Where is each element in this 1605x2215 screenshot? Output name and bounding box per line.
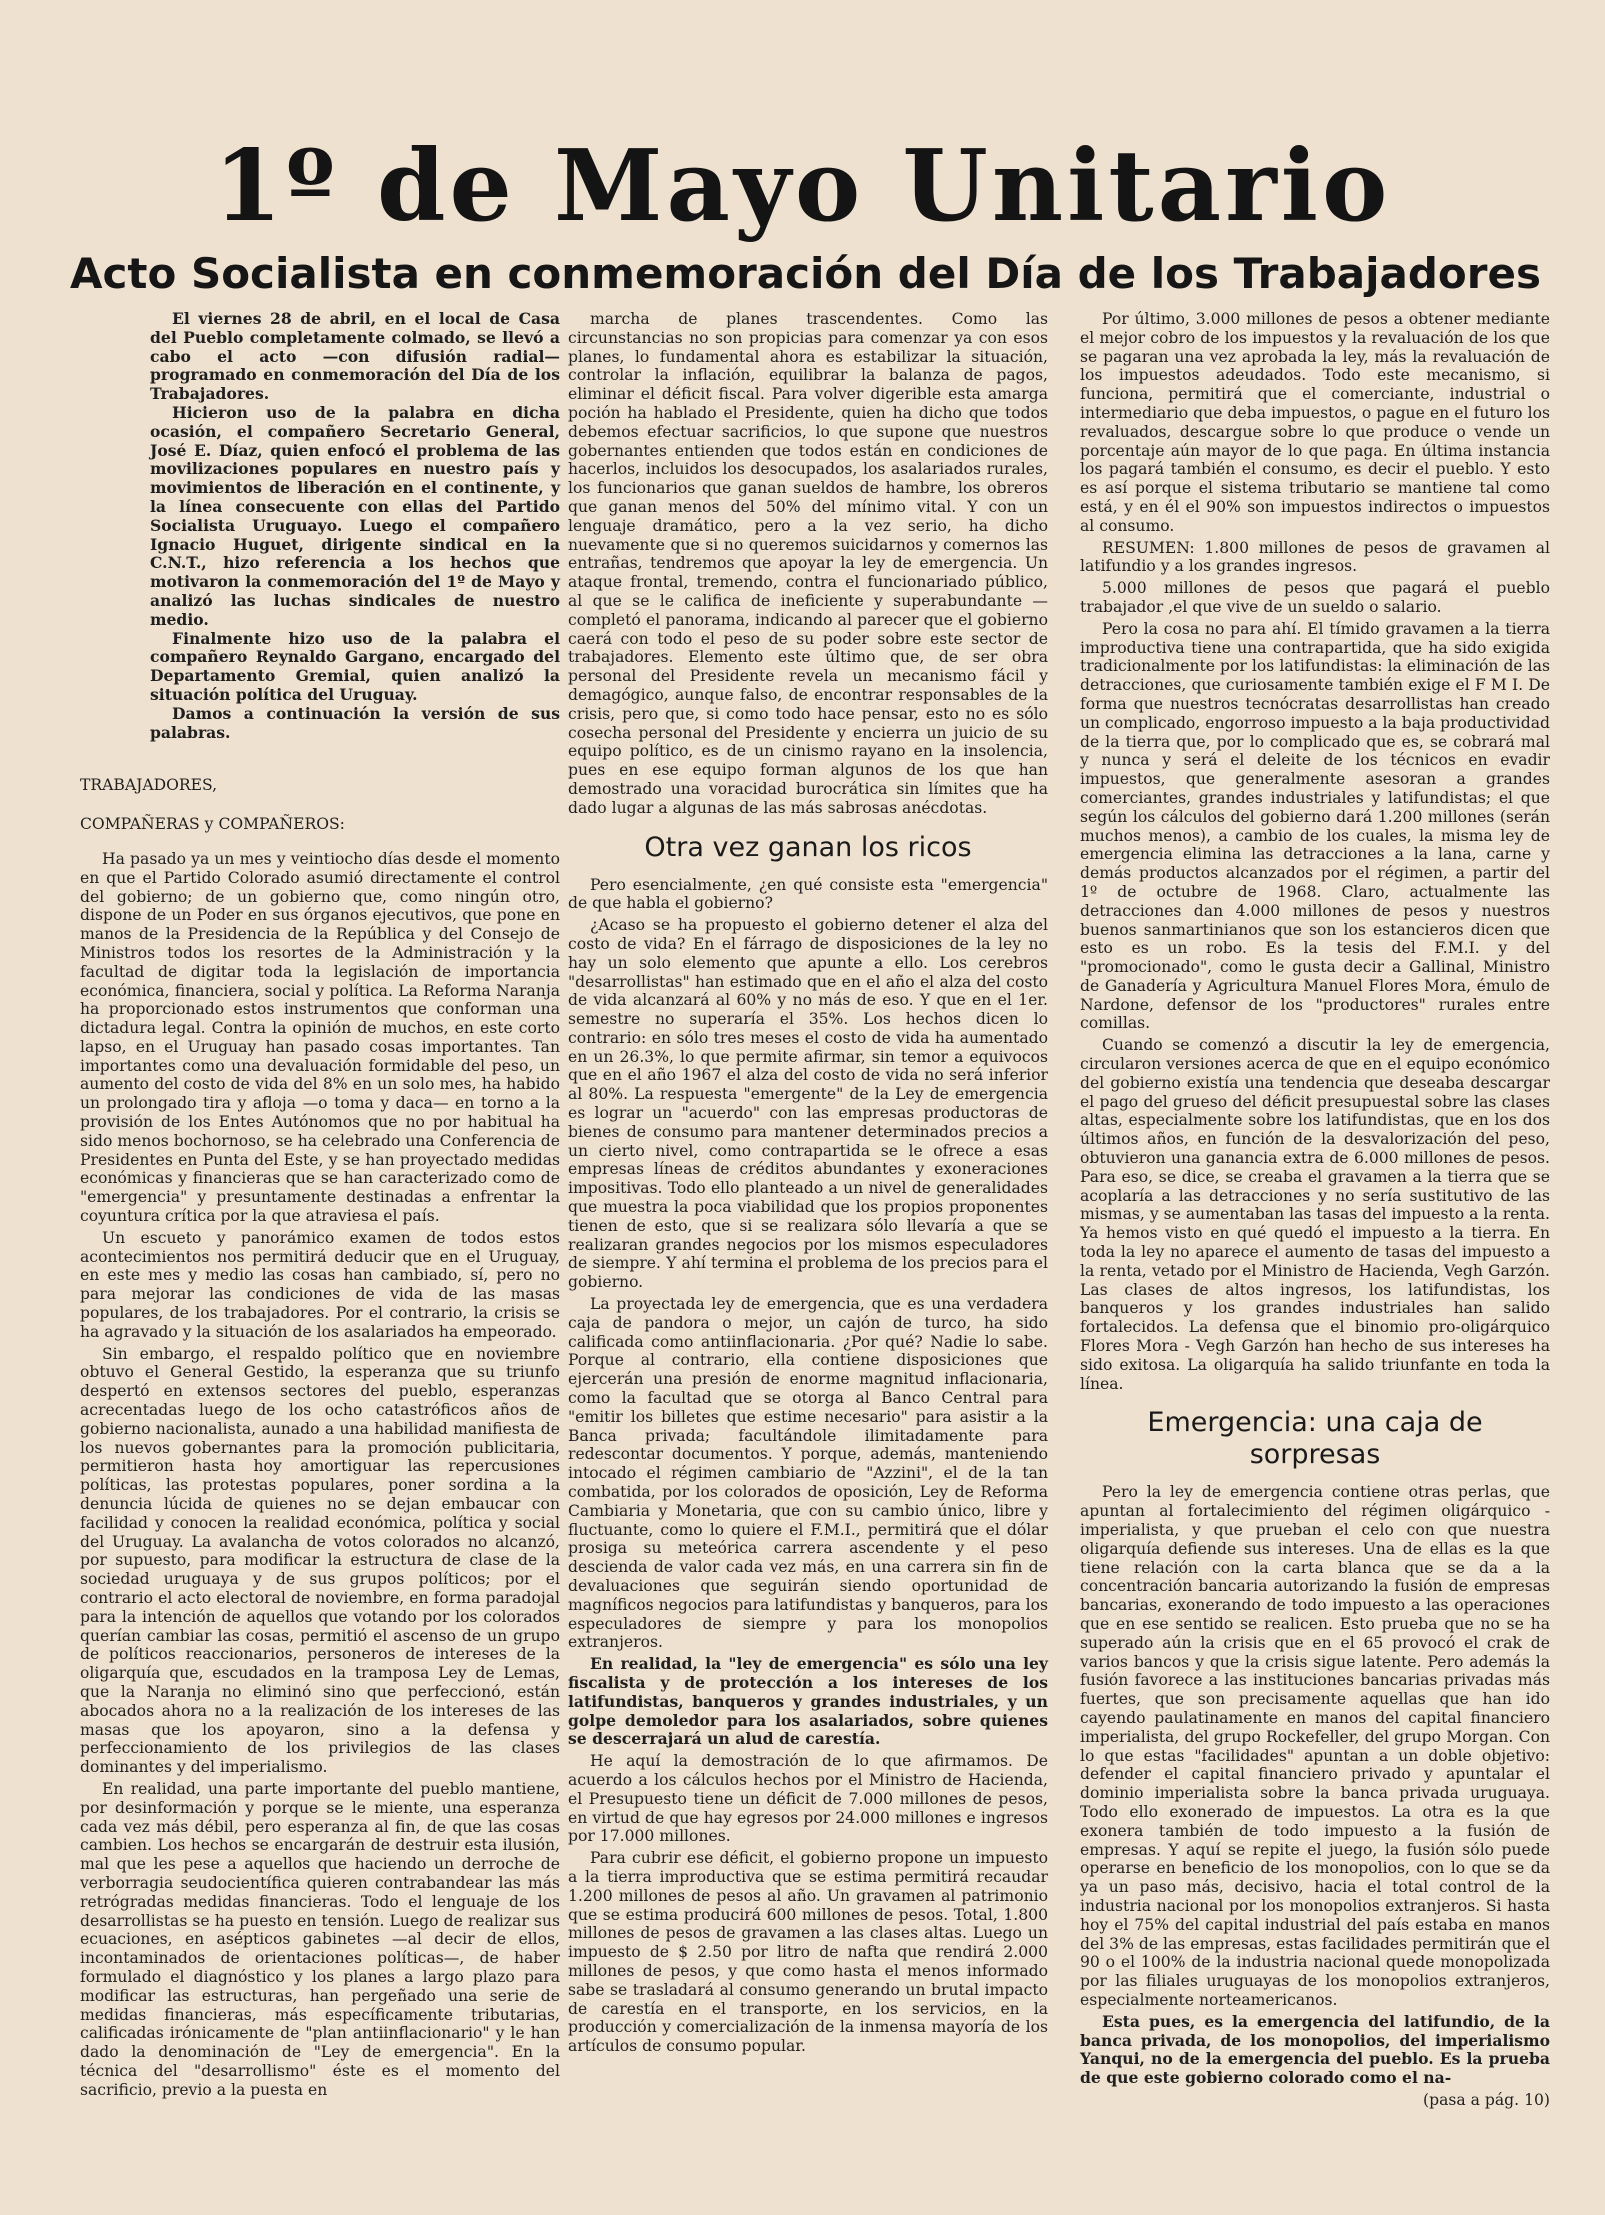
intro-paragraph: Finalmente hizo uso de la palabra el compañero Reynaldo Gargano, encargado del Departamento Gremial, quien analizó la situación política del Uruguay. bbox=[150, 628, 560, 704]
section-title-ricos: Otra vez ganan los ricos bbox=[644, 831, 972, 863]
body-paragraph: Por último, 3.000 millones de pesos a obtener mediante el mejor cobro de los impuestos y la revaluación de los que se pagaran una vez aprobada la ley, más la revaluación de los impuestos adeudados. Todo este mecanismo, si funciona, permitirá que el comerciante, industrial o intermediario que deba impuestos, o pague en el futuro los revaluados, descargue sobre lo que produce o vende un porcentaje aún mayor de lo que paga. En última instancia los pagará también el consumo, es decir el pueblo. Y esto es así porque el sistema tributario se mantiene tal como está, y en él el 90% son impuestos indirectos o impuestos al consumo. bbox=[1080, 310, 1550, 535]
intro-paragraph: Hicieron uso de la palabra en dicha ocasión, el compañero Secretario General, José E. Díaz, quien enfocó el problema de las movilizaciones populares en nuestro país y movimientos de liberación en el continente, y la línea consecuente con ellas del Partido Socialista Uruguayo. Luego el compañero Ignacio Huguet, dirigente sindical en la C.N.T., hizo referencia a los hechos que motivaron la conmemoración del 1º de Mayo y analizó las luchas sindicales de nuestro medio. bbox=[150, 402, 560, 629]
body-paragraph: marcha de planes trascendentes. Como las circunstancias no son propicias para comenzar ya con esos planes, lo fundamental ahora es estabilizar la situación, controlar la inflación, equilibrar la balanza de pagos, eliminar el déficit fiscal. Para volver digerible esta amarga poción ha hablado el Presidente, quien ha dicho que todos debemos efectuar sacrificios, lo que supone que nuestros gobernantes entienden que todos están en condiciones de hacerlos, incluidos los desocupados, los asalariados rurales, los funcionarios que ganan sueldos de hambre, los obreros que ganan menos del 50% del mínimo vital. Y con un lenguaje dramático, pero a la vez serio, ha dicho nuevamente que si no queremos suicidarnos y comernos las entrañas, tendremos que apoyar la ley de emergencia. Un ataque frontal, tremendo, contra el funcionariado público, al que se le califica de ineficiente y superabundante —completó el panorama, indicando al parecer que el gobierno caerá con todo el peso de su poder sobre este sector de trabajadores. Elemento este último que, de ser obra personal del Presidente revela un mecanismo fácil y demagógico, aunque falso, de encontrar responsables de la crisis, pero que, si como todo hace pensar, esto no es sólo cosecha personal del Presidente y encierra un juicio de su equipo político, es de un cinismo rayano en la insolencia, pues en ese equipo forman algunos de los que han demostrado una voracidad burocrática sin límites que ha dado lugar a algunas de las más sabrosas anécdotas. bbox=[568, 310, 1048, 817]
body-paragraph: He aquí la demostración de lo que afirmamos. De acuerdo a los cálculos hechos por el Ministro de Hacienda, el Presupuesto tiene un déficit de 7.000 millones de pesos, en virtud de que hay egresos por 24.000 millones e ingresos por 17.000 millones. bbox=[568, 1752, 1048, 1846]
salutation-comrades: COMPAÑERAS y COMPAÑEROS: bbox=[80, 815, 345, 834]
intro-paragraph: El viernes 28 de abril, en el local de Casa del Pueblo completamente colmado, se llevó a cabo el acto —con difusión radial— programado en conmemoración del Día de los Trabajadores. bbox=[150, 309, 560, 404]
salutation-workers: TRABAJADORES, bbox=[80, 776, 218, 795]
intro-block bbox=[80, 310, 560, 742]
body-paragraph: Ha pasado ya un mes y veintiocho días desde el momento en que el Partido Colorado asumió directamente el control del gobierno; de un gobierno que, como ningún otro, dispone de un Poder en sus órganos ejecutivos, que pone en manos de la Presidencia de la República y del Consejo de Ministros todos los resortes de la Administración y la facultad de digitar toda la legislación de importancia económica, financiera, social y política. La Reforma Naranja ha proporcionado estos instrumentos que conforman una dictadura legal. Contra la opinión de muchos, en este corto lapso, en el Uruguay han pasado cosas importantes. Tan importantes como una devaluación formidable del peso, un aumento del costo de vida del 8% en un solo mes, ha habido un prolongado tira y afloja —o toma y daca— en torno a la provisión de los Entes Autónomos que no por habitual ha sido menos bochornoso, se ha celebrado una Conferencia de Presidentes en Punta del Este, y se han proyectado medidas económicas y financieras que se han caracterizado como de "emergencia" y presuntamente destinadas a enfrentar la coyuntura crítica por la que atraviesa el país. bbox=[80, 849, 560, 1226]
body-paragraph: Pero la ley de emergencia contiene otras perlas, que apuntan al fortalecimiento del régimen oligárquico - imperialista, y que prueban el celo con que nuestra oligarquía defiende sus intereses. Una de ellas es la que tiene relación con la carta blanca que se da a la concentración bancaria autorizando la fusión de empresas bancarias, exonerando de todo impuesto a las operaciones que en ese sentido se realicen. Esto prueba que no se ha superado aún la crisis que en el 65 provocó el crak de varios bancos y que la crisis sigue latente. Pero además la fusión favorece a las instituciones bancarias privadas más fuertes, que son precisamente aquellas que han ido cayendo paulatinamente en manos del capital financiero imperialista, del grupo Rockefeller, del grupo Morgan. Con lo que estas "facilidades" apuntan a un doble objetivo: defender el capital financiero privado y apuntalar el dominio imperialista sobre la banca privada uruguaya. Todo ello exonerado de impuestos. La otra es la que exonera también de todo impuesto a la fusión de empresas. Y aquí se repite el juego, la fusión sólo puede operarse en beneficio de los monopolios, con lo que se da ya un paso más, decisivo, hacia el total control de la industria nacional por los monopolios extranjeros. Si hasta hoy el 75% del capital industrial del país estaba en manos del 3% de las empresas, estas facilidades permitirán que el 90 o el 100% de la industria nacional quede monopolizada por las filiales uruguayas de los monopolios extranjeros, especialmente norteamericanos. bbox=[1080, 1483, 1550, 2009]
body-paragraph: 5.000 millones de pesos que pagará el pueblo trabajador ,el que vive de un sueldo o salario. bbox=[1080, 579, 1550, 616]
body-paragraph: Pero esencialmente, ¿en qué consiste esta "emergencia" de que habla el gobierno? bbox=[568, 875, 1048, 913]
body-paragraph: Sin embargo, el respaldo político que en noviembre obtuvo el General Gestido, la esperanza que su triunfo despertó en extensos sectores del pueblo, esperanzas acrecentadas luego de los ocho catastróficos años de gobierno nacionalista, aunado a una habilidad manifiesta de los nuevos gobernantes para la promoción publicitaria, permitieron hasta hoy amortiguar las repercusiones políticas, las protestas populares, poner sordina a la denuncia lúcida de quienes no se dejan embaucar con facilidad y conocen la realidad económica, política y social del Uruguay. La avalancha de votos colorados no alcanzó, por supuesto, para modificar la estructura de clase de la sociedad uruguaya y de sus grupos políticos; por el contrario el acto electoral de noviembre, en forma paradojal para la intención de aquellos que votando por los colorados querían cambiar las cosas, permitió el ascenso de un grupo de políticos reaccionarios, personeros de intereses de la oligarquía que, escudados en la tramposa Ley de Lemas, que la Naranja no eliminó sino que perfeccionó, están abocados ahora no a la realización de los intereses de las masas que los apoyaron, sino a la defensa y perfeccionamiento de los privilegios de las clases dominantes y del imperialismo. bbox=[80, 1344, 560, 1777]
column-3 bbox=[1080, 310, 1550, 2113]
column-2 bbox=[568, 310, 1048, 2059]
subheadline: Acto Socialista en conmemoración del Día de los Trabajadores bbox=[70, 249, 1541, 298]
body-paragraph: En realidad, una parte importante del pueblo mantiene, por desinformación y porque se le miente, una esperanza cada vez más débil, pero esperanza al fin, de que las cosas cambien. Los hechos se encargarán de destruir esta ilusión, mal que les pese a aquellos que haciendo un derroche de verborragia seudocientífica quieren contrabandear las más retrógradas medidas financieras. Todo el lenguaje de los desarrollistas se ha puesto en tensión. Luego de realizar sus ecuaciones, en asépticos gabinetes —al decir de ellos, incontaminados de orientaciones políticas—, de haber formulado el diagnóstico y los planes a largo plazo para modificar las estructuras, han pergeñado una serie de medidas financieras, más específicamente tributarias, calificadas irónicamente de "plan antiinflacionario" y le han dado la denominación de "Ley de emergencia". En la técnica del "desarrollismo" éste es el momento del sacrificio, previo a la puesta en bbox=[80, 1779, 560, 2099]
body-paragraph: Cuando se comenzó a discutir la ley de emergencia, circularon versiones acerca de que en el equipo económico del gobierno existía una tendencia que deseaba descargar el pago del grueso del déficit presupuestal sobre las clases altas, especialmente sobre los latifundistas, que en los dos últimos años, en función de la desvalorización del peso, obtuvieron una ganancia extra de 6.000 millones de pesos. Para eso, se dice, se creaba el gravamen a la tierra que se acoplaría a las detracciones y no sería sustitutivo de las mismas, y se aumentaban las tasas del impuesto a la renta. Ya hemos visto en qué quedó el impuesto a la tierra. En toda la ley no aparece el aumento de tasas del impuesto a la renta, vetado por el Ministro de Hacienda, Vegh Garzón. Las clases de altos ingresos, los latifundistas, los banqueros y los grandes industriales han salido fortalecidos. La defensa que el binomio pro-oligárquico Flores Mora - Vegh Garzón han hecho de sus intereses ha sido exitosa. La oligarquía ha salido triunfante en toda la línea. bbox=[1080, 1036, 1550, 1393]
body-paragraph: ¿Acaso se ha propuesto el gobierno detener el alza del costo de vida? En el fárrago de disposiciones de la ley no hay un solo elemento que apunte a ello. Los cerebros "desarrollistas" han estimado que en el año el alza del costo de vida alcanzará al 60% y no más de eso. Y que en el 1er. semestre no superaría el 35%. Los hechos dicen lo contrario: en sólo tres meses el costo de vida ha aumentado en un 26.3%, lo que permite afirmar, sin temor a equivocos que en el año 1967 el alza del costo de vida no será inferior al 80%. La respuesta "emergente" de la Ley de emergencia es lograr un "acuerdo" con las empresas productoras de bienes de consumo para mantener determinados precios a un cierto nivel, como contrapartida se le ofrece a esas empresas líneas de créditos abundantes y exoneraciones impositivas. Todo ello planteado a un nivel de generalidades que muestra la poca viabilidad que los propios proponentes tienen de esto, que si se realizara sólo llevaría a que se realizaran grandes negocios por los mismos especuladores de siempre. Y ahí termina el problema de los precios para el gobierno. bbox=[568, 916, 1048, 1292]
body-paragraph: Un escueto y panorámico examen de todos estos acontecimientos nos permitirá deducir que en el Uruguay, en este mes y medio las cosas han cambiado, sí, pero no para mejorar las condiciones de vida de las masas populares, de los trabajadores. Por el contrario, la crisis se ha agravado y la situación de los asalariados ha empeorado. bbox=[80, 1228, 560, 1341]
headline: 1º de Mayo Unitario bbox=[213, 129, 1392, 244]
body-paragraph: La proyectada ley de emergencia, que es una verdadera caja de pandora o mejor, un cajón de turco, ha sido calificada como antiinflacionaria. ¿Por qué? Nadie lo sabe. Porque al contrario, ella contiene disposiciones que ejercerán una presión de enorme magnitud inflacionaria, como la facultad que se otorga al Banco Central para "emitir los billetes que estime necesario" para asistir a la Banca privada; facultándole ilimitadamente para redescontar documentos. Y porque, además, manteniendo intocado el régimen cambiario de "Azzini", el de la tan combatida, por los colorados de oposición, Ley de Reforma Cambiaria y Monetaria, que con su cambio único, libre y fluctuante, como lo quiere el F.M.I., permitirá que el dólar prosiga su meteórica carrera ascendente y el peso descienda de valor cada vez más, en una carrera sin fin de devaluaciones que seguirán siendo oportunidad de magníficos negocios para latifundistas y banqueros, para los especuladores de siempre y para los monopolios extranjeros. bbox=[568, 1295, 1048, 1652]
column-1 bbox=[80, 310, 560, 2103]
body-paragraph: Para cubrir ese déficit, el gobierno propone un impuesto a la tierra improductiva que se estima permitirá recaudar 1.200 millones de pesos al año. Un gravamen al patrimonio que se estima producirá 600 millones de pesos. Total, 1.800 millones de pesos de gravamen a las clases altas. Luego un impuesto de $ 2.50 por litro de nafta que rendirá 2.000 millones de pesos, y que como hasta el menos informado sabe se trasladará al consumo generando un brutal impacto de carestía en el transporte, en los servicios, en la producción y comercialización de la inmensa mayoría de los artículos de consumo popular. bbox=[568, 1849, 1048, 2056]
continued-note: (pasa a pág. 10) bbox=[1423, 2090, 1550, 2109]
body-paragraph: Esta pues, es la emergencia del latifundio, de la banca privada, de los monopolios, del imperialismo Yanqui, no de la emergencia del pueblo. Es la prueba de que este gobierno colorado como el na- bbox=[1080, 2011, 1550, 2088]
body-paragraph: Pero la cosa no para ahí. El tímido gravamen a la tierra improductiva tiene una contrapartida, que ha sido exigida tradicionalmente por los latifundistas: la eliminación de las detracciones, que curiosamente también exige el F M I. De forma que nuestros tecnócratas desarrollistas han creado un complicado, engorroso impuesto a la baja productividad de la tierra que, por lo complicado que es, se cobrará mal y nunca y será el deleite de los técnicos en evadir impuestos, que generalmente asesoran a grandes comerciantes, grandes industriales y latifundistas; el que según los cálculos del gobierno dará 1.200 millones (serán muchos menos), a cambio de los cuales, la misma ley de emergencia elimina las detracciones a la lana, carne y demás productos alcanzados por el régimen, a partir del 1º de octubre de 1968. Claro, actualmente las detracciones dan 4.000 millones de pesos y nuestros buenos sanmartinianos que son los estancieros dicen que esto es un robo. Es la tesis del F.M.I. y del "promocionado", como le gusta decir a Gallinal, Ministro de Ganadería y Agricultura Manuel Flores Mora, émulo de Nardone, defensor de los "productores" rurales entre comillas. bbox=[1080, 619, 1550, 1033]
section-title-emergencia: Emergencia: una caja de sorpresas bbox=[1147, 1407, 1483, 1471]
intro-paragraph: Damos a continuación la versión de sus palabras. bbox=[150, 703, 560, 742]
body-paragraph: RESUMEN: 1.800 millones de pesos de gravamen al latifundio y a los grandes ingresos. bbox=[1080, 538, 1550, 576]
body-paragraph: En realidad, la "ley de emergencia" es sólo una ley fiscalista y de protección a los intereses de los latifundistas, banqueros y grandes industriales, y un golpe demoledor para los asalariados, sobre quienes se descerrajará un alud de carestía. bbox=[568, 1654, 1048, 1749]
